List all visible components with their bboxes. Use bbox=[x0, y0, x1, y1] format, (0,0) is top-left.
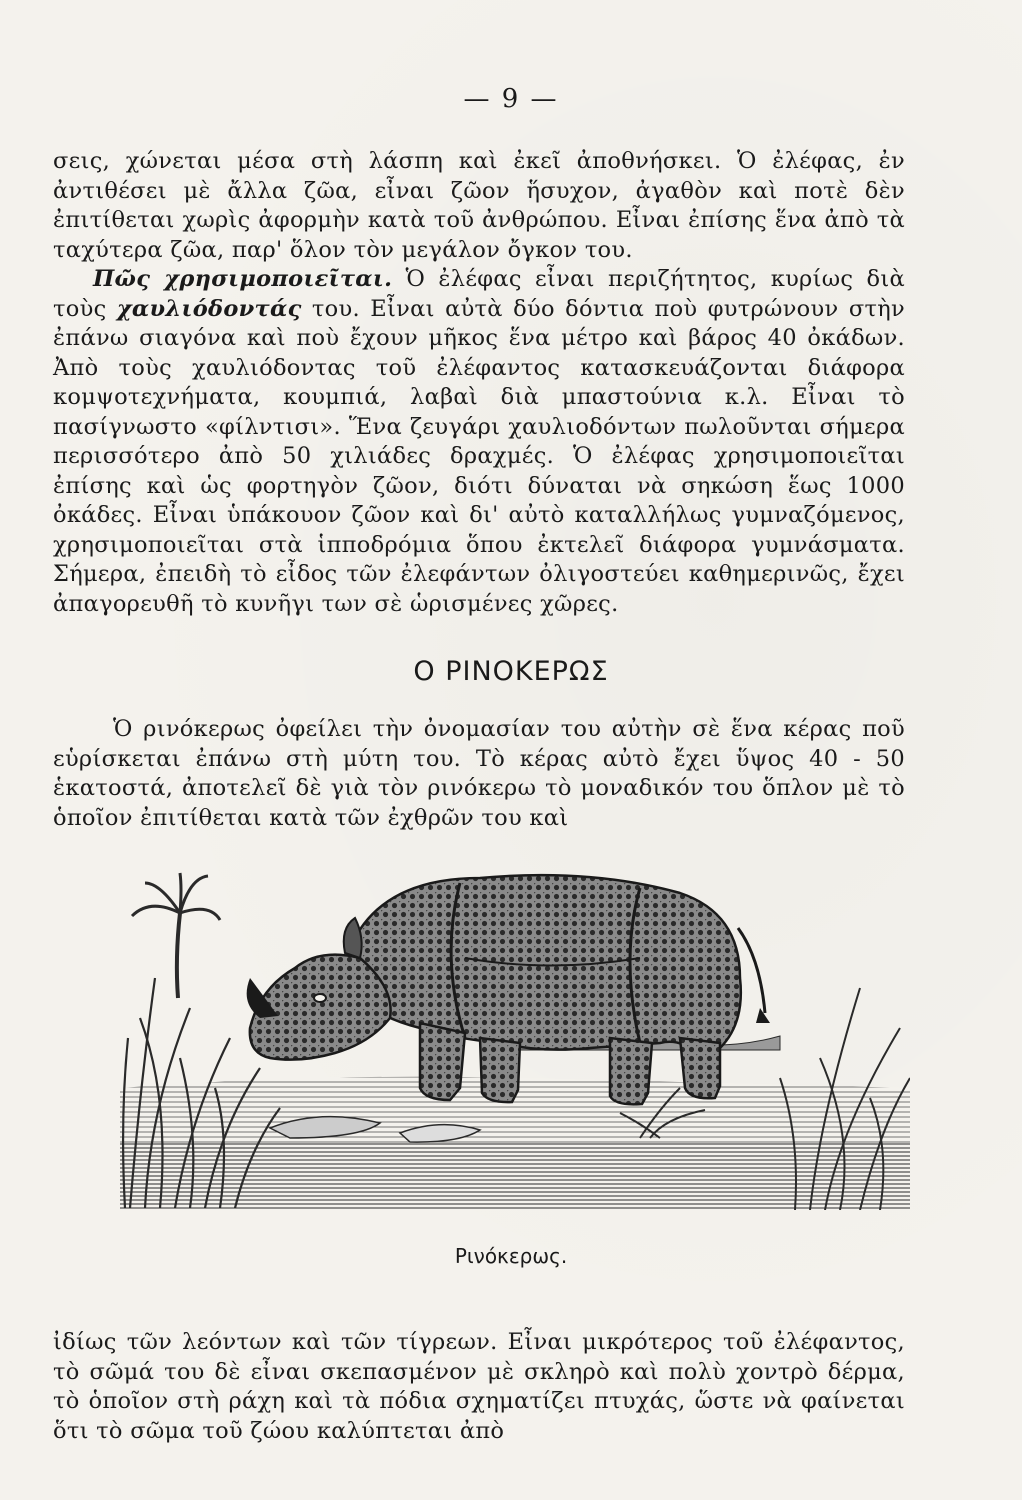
paragraph-rhino-body: ἰδίως τῶν λεόντων καὶ τῶν τίγρεων. Εἶναι μικρότερος τοῦ ἐλέφαντος, τὸ σῶμά του δὲ εἶναι σκεπασμένον μὲ σκληρὸ καὶ πολὺ χοντρὸ δέρμα, τὸ ὁποῖον στὴ ράχη καὶ τὰ πόδια σχηματίζει πτυχάς, ὥστε νὰ φαίνεται ὅτι τὸ σῶμα τοῦ ζώου καλύπτεται ἀπὸ bbox=[53, 1329, 905, 1444]
rhinoceros-illustration bbox=[120, 838, 910, 1210]
paragraph-text: του. Εἶναι αὐτὰ δύο δόντια ποὺ φυτρώνουν στὴν ἐπάνω σιαγόνα καὶ ποὺ ἔχουν μῆκος ἕνα μέτρο καὶ βάρος 40 ὀκάδων. Ἀπὸ τοὺς χαυλιόδοντας τοῦ ἐλέφαντος κατασκευάζονται διάφορα κομψοτεχνήματα, κουμπιά, λαβαὶ διὰ μπαστούνια κ.λ. Εἶναι τὸ πασίγνωστο «φίλντισι». Ἕνα ζευγάρι χαυλιοδόντων πωλοῦνται σήμερα περισσότερο ἀπὸ 50 χιλιάδες δραχμές. Ὁ ἐλέφας χρησιμοποιεῖται ἐπίσης καὶ ὡς φορτηγὸν ζῶον, διότι δύναται νὰ σηκώση ἕως 1000 ὀκάδες. Εἶναι ὑπάκουον ζῶον καὶ δι' αὐτὸ καταλλήλως γυμναζόμενος, χρησιμοποιεῖται στὰ ἱπποδρόμια ὅπου ἐκτελεῖ διάφορα γυμνάσματα. Σήμερα, ἐπειδὴ τὸ εἶδος τῶν ἐλεφάντων ὀλιγοστεύει καθημερινῶς, ἔχει ἀπαγορευθῆ τὸ κυνῆγι των σὲ ὡρισμένες χῶρες. bbox=[53, 295, 905, 617]
rhino-hind-leg bbox=[610, 1038, 652, 1104]
paragraph-rhino-intro bbox=[53, 715, 905, 833]
paragraph-text: Ὁ ρινόκερως ὀφείλει τὴν ὀνομασίαν του αὐτὴν σὲ ἕνα κέρας ποῦ εὑρίσκεται ἐπάνω στὴ μύτη του. Τὸ κέρας αὐτὸ ἔχει ὕψος 40 - 50 ἑκατοστά, ἀποτελεῖ δὲ γιὰ τὸν ρινόκερω τὸ μοναδικόν του ὅπλον μὲ τὸ ὁποῖον ἐπιτίθεται κατὰ τῶν ἐχθρῶν του καὶ bbox=[53, 716, 905, 831]
rhino-body bbox=[350, 875, 741, 1053]
paragraph-text: Ὁ ἐλέφας εἶναι περιζήτητος, κυρίως διὰ τοὺς bbox=[53, 266, 905, 322]
water-surface bbox=[120, 1138, 910, 1210]
paragraph-elephant-uses bbox=[53, 265, 905, 619]
palm-tree bbox=[132, 873, 220, 998]
rhinoceros bbox=[247, 875, 770, 1104]
rhino-hind-leg-2 bbox=[680, 1038, 720, 1098]
page-number: — 9 — bbox=[463, 84, 559, 114]
rhino-front-leg bbox=[420, 1023, 465, 1100]
rhino-tail bbox=[738, 928, 765, 1013]
rhino-front-leg-2 bbox=[480, 1038, 520, 1102]
rhino-ear bbox=[344, 918, 362, 958]
paragraph-elephant-behavior: σεις, χώνεται μέσα στὴ λάσπη καὶ ἐκεῖ ἀποθνήσκει. Ὁ ἐλέφας, ἐν ἀντιθέσει μὲ ἄλλα ζῶα, εἶναι ζῶον ἥσυχον, ἀγαθὸν καὶ ποτὲ δὲν ἐπιτίθεται χωρὶς ἀφορμὴν κατὰ τοῦ ἀνθρώπου. Εἶναι ἐπίσης ἕνα ἀπὸ τὰ ταχύτερα ζῶα, παρ' ὅλον τὸν μεγάλον ὄγκον του. bbox=[53, 148, 905, 263]
figure-caption: Ρινόκερως. bbox=[454, 1244, 568, 1268]
term-tusks: χαυλιόδοντάς bbox=[116, 295, 302, 322]
rhinoceros-engraving bbox=[120, 838, 910, 1210]
section-title: Ο ΡΙΝΟΚΕΡΩΣ bbox=[413, 656, 609, 687]
rhino-eye bbox=[314, 994, 326, 1002]
subheading-how-used: Πῶς χρησιμοποιεῖται. bbox=[93, 266, 393, 292]
